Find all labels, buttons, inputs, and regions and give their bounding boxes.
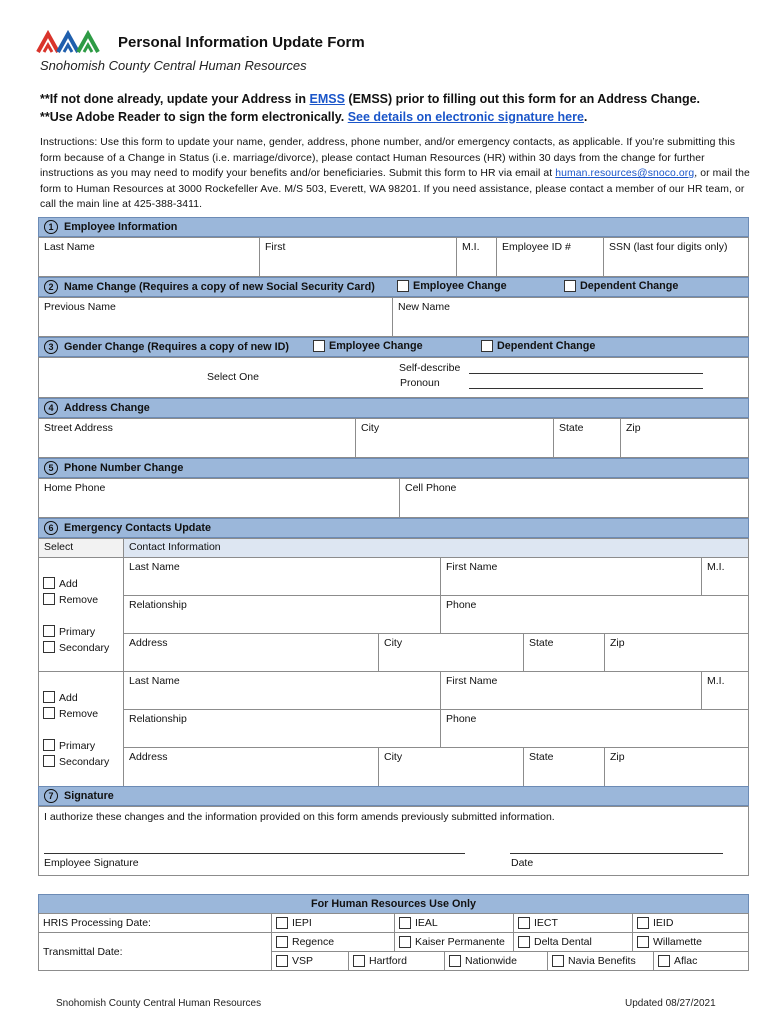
electronic-signature-link[interactable]: See details on electronic signature here bbox=[347, 110, 584, 124]
contact-1-address-field[interactable] bbox=[123, 633, 379, 672]
checkbox[interactable] bbox=[43, 755, 55, 767]
field-label: Address bbox=[129, 751, 168, 763]
ssn-field[interactable] bbox=[603, 237, 749, 277]
option-label: IEAL bbox=[415, 917, 438, 929]
field-label: Street Address bbox=[44, 422, 113, 434]
notice-text-end: (EMSS) prior to filling out this form for an Address Change. bbox=[344, 92, 701, 106]
checkbox[interactable] bbox=[399, 917, 411, 929]
employee-signature-label: Employee Signature bbox=[44, 857, 139, 869]
option-label: Secondary bbox=[59, 642, 110, 654]
snohomish-county-logo-icon bbox=[36, 28, 104, 58]
contact-1-zip-field[interactable] bbox=[604, 633, 749, 672]
contact-2-remove-option[interactable] bbox=[43, 707, 98, 720]
contact-2-relationship-field[interactable] bbox=[123, 709, 441, 748]
field-label: HRIS Processing Date: bbox=[43, 917, 151, 929]
checkbox[interactable] bbox=[552, 955, 564, 967]
column-label: Select bbox=[44, 541, 74, 553]
hr-option-navia[interactable] bbox=[547, 951, 654, 971]
signature-notice bbox=[40, 110, 760, 124]
field-label: Last Name bbox=[44, 241, 95, 253]
notice-period: . bbox=[583, 110, 588, 124]
field-label: First Name bbox=[446, 675, 498, 687]
self-describe-label: Self-describe bbox=[399, 362, 461, 374]
checkbox[interactable] bbox=[399, 936, 411, 948]
contact-1-phone-field[interactable] bbox=[440, 595, 749, 634]
section-number: 2 bbox=[44, 280, 58, 294]
checkbox[interactable] bbox=[518, 936, 530, 948]
option-label: Primary bbox=[59, 626, 96, 638]
section-number: 6 bbox=[44, 521, 58, 535]
signature-date-line[interactable] bbox=[510, 853, 723, 854]
field-label: City bbox=[361, 422, 380, 434]
checkbox[interactable] bbox=[43, 641, 55, 653]
option-label: Delta Dental bbox=[534, 936, 592, 948]
address-notice bbox=[40, 92, 760, 106]
section-title: Gender Change (Requires a copy of new ID) bbox=[64, 341, 289, 353]
field-label: Zip bbox=[626, 422, 641, 434]
middle-initial-field[interactable] bbox=[456, 237, 497, 277]
employee-id-field[interactable] bbox=[496, 237, 604, 277]
city-field[interactable] bbox=[355, 418, 554, 458]
field-label: First Name bbox=[446, 561, 498, 573]
field-label: Employee ID # bbox=[502, 241, 571, 253]
field-label: Last Name bbox=[129, 561, 180, 573]
hr-email-link[interactable]: human.resources@snoco.org bbox=[555, 168, 695, 179]
hr-option-delta-dental[interactable] bbox=[513, 932, 633, 952]
option-label: Dependent Change bbox=[497, 340, 596, 352]
contact-1-secondary-option[interactable] bbox=[43, 641, 109, 654]
contact-1-primary-option[interactable] bbox=[43, 625, 95, 638]
section-number: 5 bbox=[44, 461, 58, 475]
employee-signature-line[interactable] bbox=[44, 853, 465, 854]
section-title: Signature bbox=[64, 790, 114, 802]
field-label: First bbox=[265, 241, 286, 253]
column-label: Contact Information bbox=[129, 541, 221, 553]
transmittal-date-cell[interactable] bbox=[38, 932, 272, 971]
street-address-field[interactable] bbox=[38, 418, 356, 458]
section-title: Address Change bbox=[64, 402, 150, 414]
section-address-change bbox=[38, 398, 749, 418]
hr-option-ieal[interactable] bbox=[394, 913, 514, 933]
hr-option-aflac[interactable] bbox=[653, 951, 749, 971]
checkbox[interactable] bbox=[276, 917, 288, 929]
hr-option-vsp[interactable] bbox=[271, 951, 349, 971]
notice-text: **If not done already, update your Address in bbox=[40, 92, 310, 106]
section-title: Name Change (Requires a copy of new Social Security Card) bbox=[64, 281, 375, 293]
field-label: Zip bbox=[610, 637, 625, 649]
section-signature bbox=[38, 786, 749, 806]
section-title: Phone Number Change bbox=[64, 462, 184, 474]
checkbox[interactable] bbox=[658, 955, 670, 967]
contact-1-state-field[interactable] bbox=[523, 633, 605, 672]
hr-option-regence[interactable] bbox=[271, 932, 395, 952]
checkbox[interactable] bbox=[564, 280, 576, 292]
select-column-header bbox=[38, 538, 124, 558]
form-title: Personal Information Update Form bbox=[118, 34, 365, 51]
field-label: M.I. bbox=[707, 561, 725, 573]
checkbox[interactable] bbox=[43, 739, 55, 751]
name-dependent-change-option[interactable] bbox=[564, 280, 678, 292]
checkbox[interactable] bbox=[43, 593, 55, 605]
pronoun-line[interactable] bbox=[469, 388, 703, 389]
gender-employee-change-option[interactable] bbox=[313, 340, 423, 352]
contact-1-add-option[interactable] bbox=[43, 577, 78, 590]
name-employee-change-option[interactable] bbox=[397, 280, 507, 292]
contact-1-select-cell bbox=[38, 557, 124, 672]
contact-2-select-cell bbox=[38, 671, 124, 787]
option-label: Add bbox=[59, 692, 78, 704]
option-label: Regence bbox=[292, 936, 335, 948]
hr-option-hartford[interactable] bbox=[348, 951, 445, 971]
notice-text: **Use Adobe Reader to sign the form electronically. bbox=[40, 110, 348, 124]
contact-1-mi-field[interactable] bbox=[701, 557, 749, 596]
first-name-field[interactable] bbox=[259, 237, 457, 277]
contact-1-remove-option[interactable] bbox=[43, 593, 98, 606]
home-phone-field[interactable] bbox=[38, 478, 400, 518]
last-name-field[interactable] bbox=[38, 237, 260, 277]
contact-2-state-field[interactable] bbox=[523, 747, 605, 787]
option-label: IECT bbox=[534, 917, 558, 929]
field-label: Address bbox=[129, 637, 168, 649]
checkbox[interactable] bbox=[481, 340, 493, 352]
cell-phone-field[interactable] bbox=[399, 478, 749, 518]
hr-option-ieid[interactable] bbox=[632, 913, 749, 933]
option-label: Employee Change bbox=[413, 280, 507, 292]
field-label: State bbox=[529, 637, 554, 649]
authorization-statement: I authorize these changes and the information provided on this form amends previously submitted information. bbox=[44, 811, 555, 823]
hr-option-iepi[interactable] bbox=[271, 913, 395, 933]
contact-1-city-field[interactable] bbox=[378, 633, 524, 672]
field-label: City bbox=[384, 751, 403, 763]
hr-option-iect[interactable] bbox=[513, 913, 633, 933]
option-label: Primary bbox=[59, 740, 96, 752]
section-number: 7 bbox=[44, 789, 58, 803]
contact-2-add-option[interactable] bbox=[43, 691, 78, 704]
field-label: Relationship bbox=[129, 713, 187, 725]
contact-2-mi-field[interactable] bbox=[701, 671, 749, 710]
contact-2-primary-option[interactable] bbox=[43, 739, 95, 752]
checkbox[interactable] bbox=[449, 955, 461, 967]
contact-2-city-field[interactable] bbox=[378, 747, 524, 787]
checkbox[interactable] bbox=[43, 625, 55, 637]
option-label: Employee Change bbox=[329, 340, 423, 352]
hr-option-kaiser[interactable] bbox=[394, 932, 514, 952]
section-number: 1 bbox=[44, 220, 58, 234]
contact-2-last-name-field[interactable] bbox=[123, 671, 441, 710]
section-emergency-contacts bbox=[38, 518, 749, 538]
section-title: Employee Information bbox=[64, 221, 178, 233]
field-label: City bbox=[384, 637, 403, 649]
option-label: IEID bbox=[653, 917, 674, 929]
option-label: Remove bbox=[59, 708, 99, 720]
signature-date-label: Date bbox=[511, 857, 534, 869]
hr-option-nationwide[interactable] bbox=[444, 951, 548, 971]
hris-processing-date-cell[interactable] bbox=[38, 913, 272, 933]
section-number: 3 bbox=[44, 340, 58, 354]
option-label: Nationwide bbox=[465, 955, 517, 967]
field-label: SSN (last four digits only) bbox=[609, 241, 728, 253]
field-label: Previous Name bbox=[44, 301, 116, 313]
option-label: Hartford bbox=[369, 955, 407, 967]
checkbox[interactable] bbox=[637, 917, 649, 929]
option-label: VSP bbox=[292, 955, 314, 967]
self-describe-line[interactable] bbox=[469, 373, 703, 374]
option-label: Secondary bbox=[59, 756, 110, 768]
contact-2-phone-field[interactable] bbox=[440, 709, 749, 748]
checkbox[interactable] bbox=[43, 691, 55, 703]
field-label: State bbox=[529, 751, 554, 763]
contact-info-column-header bbox=[123, 538, 749, 558]
footer-updated-date: Updated 08/27/2021 bbox=[625, 998, 716, 1009]
contact-2-secondary-option[interactable] bbox=[43, 755, 109, 768]
field-label: State bbox=[559, 422, 584, 434]
option-label: Aflac bbox=[674, 955, 698, 967]
option-label: Dependent Change bbox=[580, 280, 679, 292]
option-label: Kaiser Permanente bbox=[415, 936, 505, 948]
state-field[interactable] bbox=[553, 418, 621, 458]
checkbox[interactable] bbox=[276, 955, 288, 967]
option-label: Add bbox=[59, 578, 78, 590]
gender-select-dropdown[interactable]: Select One bbox=[207, 371, 259, 383]
field-label: New Name bbox=[398, 301, 450, 313]
gender-dependent-change-option[interactable] bbox=[481, 340, 595, 352]
contact-2-zip-field[interactable] bbox=[604, 747, 749, 787]
field-label: M.I. bbox=[462, 241, 480, 253]
zip-field[interactable] bbox=[620, 418, 749, 458]
contact-1-first-name-field[interactable] bbox=[440, 557, 702, 596]
signature-area bbox=[38, 806, 749, 876]
checkbox[interactable] bbox=[518, 917, 530, 929]
field-label: Last Name bbox=[129, 675, 180, 687]
previous-name-field[interactable] bbox=[38, 297, 393, 337]
checkbox[interactable] bbox=[43, 577, 55, 589]
option-label: Navia Benefits bbox=[568, 955, 636, 967]
form-subtitle: Snohomish County Central Human Resources bbox=[40, 58, 307, 73]
field-label: M.I. bbox=[707, 675, 725, 687]
field-label: Zip bbox=[610, 751, 625, 763]
footer-organization: Snohomish County Central Human Resources bbox=[56, 998, 262, 1009]
option-label: IEPI bbox=[292, 917, 312, 929]
field-label: Phone bbox=[446, 599, 477, 611]
hr-use-only-header: For Human Resources Use Only bbox=[38, 894, 749, 914]
contact-2-address-field[interactable] bbox=[123, 747, 379, 787]
option-label: Willamette bbox=[653, 936, 703, 948]
option-label: Remove bbox=[59, 594, 99, 606]
new-name-field[interactable] bbox=[392, 297, 749, 337]
hr-option-willamette[interactable] bbox=[632, 932, 749, 952]
field-label: Home Phone bbox=[44, 482, 106, 494]
checkbox[interactable] bbox=[313, 340, 325, 352]
field-label: Relationship bbox=[129, 599, 187, 611]
contact-1-relationship-field[interactable] bbox=[123, 595, 441, 634]
contact-2-first-name-field[interactable] bbox=[440, 671, 702, 710]
checkbox[interactable] bbox=[397, 280, 409, 292]
contact-1-last-name-field[interactable] bbox=[123, 557, 441, 596]
checkbox[interactable] bbox=[276, 936, 288, 948]
checkbox[interactable] bbox=[353, 955, 365, 967]
instructions-text-end: , or mail the form to Human Resources at 3000 Rockefeller Ave. M/S 503, Everett, WA 98201. If you need assistance, please contact a member of our HR team, or call the main line at 425-388-3411. bbox=[40, 168, 750, 210]
checkbox[interactable] bbox=[637, 936, 649, 948]
instructions bbox=[40, 135, 750, 213]
field-label: Transmittal Date: bbox=[43, 945, 123, 958]
field-label: Phone bbox=[446, 713, 477, 725]
section-number: 4 bbox=[44, 401, 58, 415]
section-title: Emergency Contacts Update bbox=[64, 522, 211, 534]
gender-select-area bbox=[38, 357, 749, 398]
instructions-text: Instructions: Use this form to update your name, gender, address, phone number, and/or emergency contacts, as applicable. If you’re submitting this form because of a Change in Status (i.e. marriage/divorce), please contact Human Resources (HR) within 30 days from the change for further instructions as you may need to modify your benefits and/or beneficiaries. Submit this form to HR via email at bbox=[40, 137, 736, 179]
checkbox[interactable] bbox=[43, 707, 55, 719]
pronoun-label: Pronoun bbox=[400, 377, 440, 389]
field-label: Cell Phone bbox=[405, 482, 457, 494]
emss-link[interactable]: EMSS bbox=[309, 92, 345, 106]
section-phone-change bbox=[38, 458, 749, 478]
section-employee-information bbox=[38, 217, 749, 237]
